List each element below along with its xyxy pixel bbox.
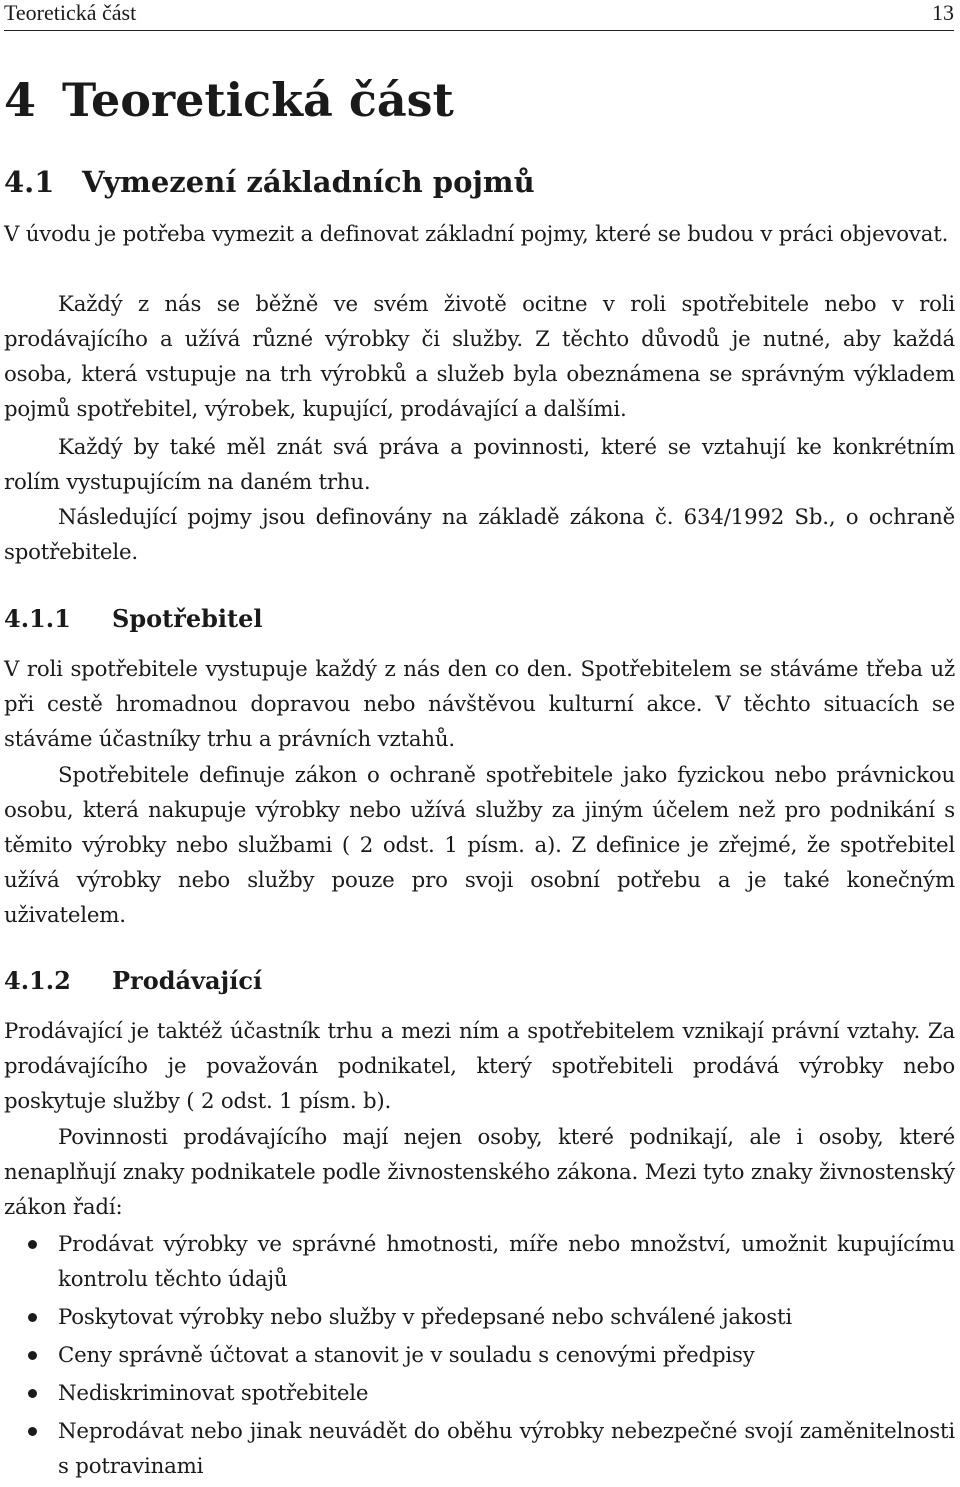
list-item-text: Ceny správně účtovat a stanovit je v souladu s cenovými předpisy — [58, 1343, 755, 1368]
body-paragraph: Prodávající je taktéž účastník trhu a mezi ním a spotřebitelem vznikají právní vztahy. Za prodávajícího je považován podnikatel, který spotřebiteli prodává výrobky nebo poskytuje služby ( 2 odst. 1 písm. b). — [4, 1019, 955, 1114]
intro-paragraph: Následující pojmy jsou definovány na základě zákona č. 634/1992 Sb., o ochraně spotřebitele. — [4, 505, 955, 565]
chapter-heading — [4, 74, 454, 126]
bullet-icon — [28, 1313, 37, 1322]
page-number: 13 — [932, 0, 954, 25]
list-item — [4, 1300, 955, 1335]
chapter-number: 4 — [4, 73, 37, 127]
list-item-text: Nediskriminovat spotřebitele — [58, 1381, 369, 1406]
running-header — [4, 0, 954, 31]
subsection-heading-spotrebitel — [4, 604, 263, 634]
list-item-text: Neprodávat nebo jinak neuvádět do oběhu výrobky nebezpečné svojí zaměnitelnosti s potravinami — [58, 1419, 955, 1479]
list-item — [4, 1414, 955, 1484]
bullet-icon — [28, 1427, 37, 1436]
list-item — [4, 1338, 955, 1373]
list-item-text: Poskytovat výrobky nebo služby v předepsané nebo schválené jakosti — [58, 1305, 792, 1330]
body-paragraph: V roli spotřebitele vystupuje každý z nás den co den. Spotřebitelem se stáváme třeba už při cestě hromadnou dopravou nebo návštěvou kulturní akce. V těchto situacích se stáváme účastníky trhu a právních vztahů. — [4, 657, 955, 752]
duties-list — [4, 1227, 955, 1487]
body-paragraph: Spotřebitele definuje zákon o ochraně spotřebitele jako fyzickou nebo právnickou osobu, která nakupuje výrobky nebo užívá služby za jiným účelem než pro podnikání s těmito výrobky nebo službami ( 2 odst. 1 písm. a). Z definice je zřejmé, že spotřebitel užívá výrobky nebo služby pouze pro svoji osobní potřebu a je také konečným uživatelem. — [4, 763, 955, 928]
intro-paragraph: Každý z nás se běžně ve svém životě ocitne v roli spotřebitele nebo v roli prodávajícího a užívá různé výrobky či služby. Z těchto důvodů je nutné, aby každá osoba, která vstupuje na trh výrobků a služeb byla obeznámena se správným výkladem pojmů spotřebitel, výrobek, kupující, prodávající a dalšími. — [4, 292, 955, 422]
chapter-title: Teoretická část — [62, 73, 454, 127]
bullet-icon — [28, 1389, 37, 1398]
subsection-heading-prodavajici — [4, 966, 262, 996]
intro-paragraph: Každý by také měl znát svá práva a povinnosti, které se vztahují ke konkrétním rolím vystupujícím na daném trhu. — [4, 435, 955, 495]
section-heading — [4, 164, 535, 200]
bullet-icon — [28, 1240, 37, 1249]
body-paragraph: Povinnosti prodávajícího mají nejen osoby, které podnikají, ale i osoby, které nenaplňují znaky podnikatele podle živnostenského zákona. Mezi tyto znaky živnostenský zákon řadí: — [4, 1125, 955, 1220]
subsection-number: 4.1.2 — [4, 966, 71, 995]
subsection-title: Prodávající — [112, 966, 263, 995]
subsection-title: Spotřebitel — [112, 604, 263, 633]
section-number: 4.1 — [4, 165, 55, 199]
subsection-number: 4.1.1 — [4, 604, 71, 633]
list-item-text: Prodávat výrobky ve správné hmotnosti, míře nebo množství, umožnit kupujícímu kontrolu těchto údajů — [58, 1232, 955, 1292]
intro-paragraph: V úvodu je potřeba vymezit a definovat základní pojmy, které se budou v práci objevovat. — [4, 222, 949, 247]
list-item — [4, 1376, 955, 1411]
running-header-title: Teoretická část — [4, 0, 137, 25]
bullet-icon — [28, 1351, 37, 1360]
list-item — [4, 1227, 955, 1297]
section-title: Vymezení základních pojmů — [82, 165, 535, 199]
